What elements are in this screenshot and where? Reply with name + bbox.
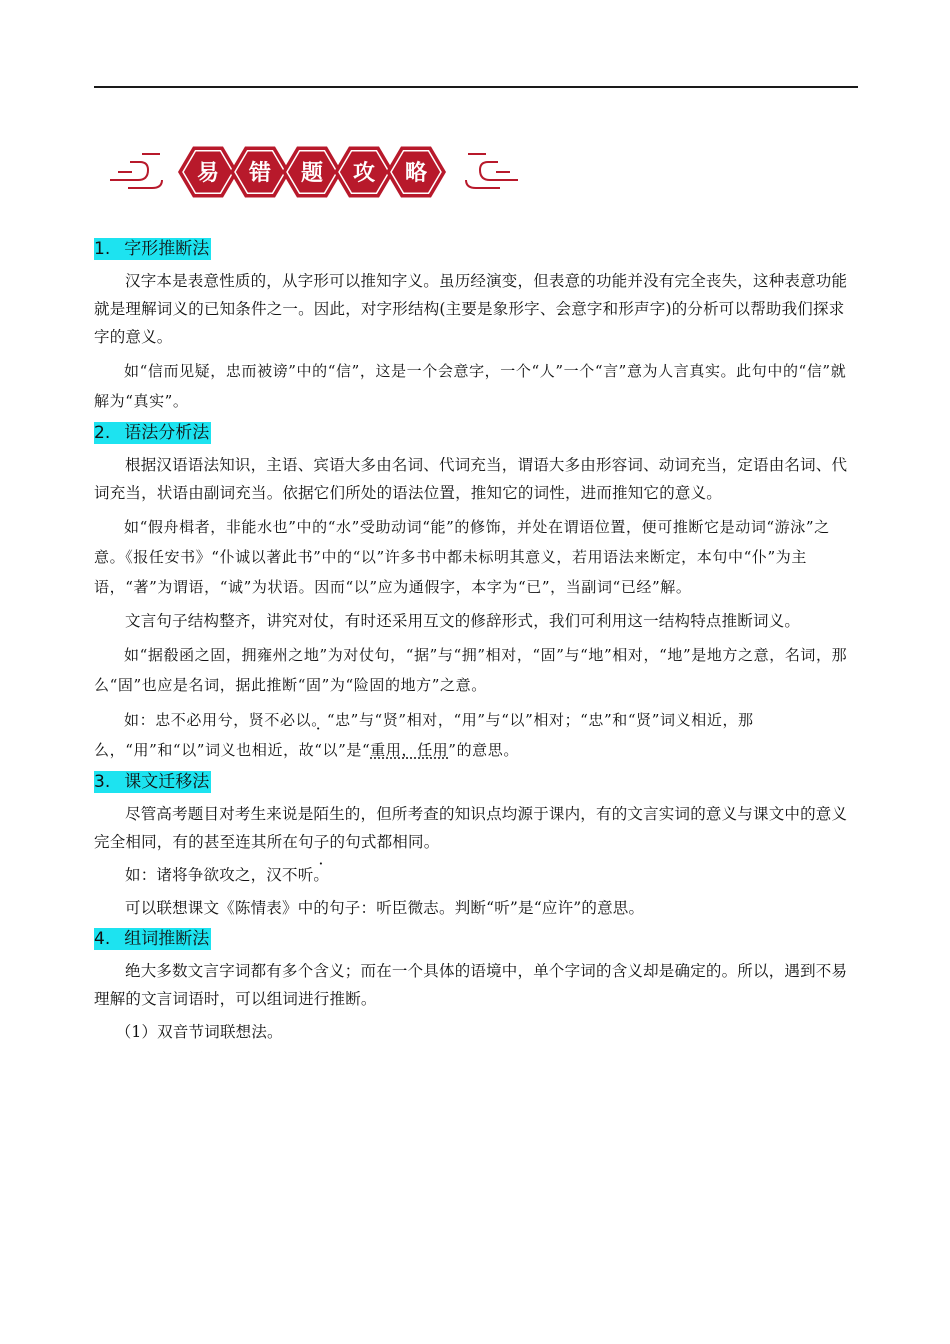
banner-char: 易	[196, 161, 220, 186]
section-heading	[94, 238, 211, 260]
section-title: 课文迁移法	[124, 772, 210, 792]
section-heading	[94, 928, 211, 950]
section-number: 4.	[94, 929, 111, 949]
text-run: 如：忠不必用兮，贤不必	[124, 711, 296, 729]
text-run: 。“忠”与“贤”相对，“用”与“以”相对；“忠”和“贤”词义相近，那么，“用”和“以”词义也相近，故“以”是“	[94, 711, 754, 759]
banner-char: 略	[404, 161, 428, 186]
section-4	[94, 922, 858, 1046]
text-run: ”的意思。	[448, 741, 519, 759]
emphasis-char: 听	[297, 866, 314, 884]
section-title: 组词推断法	[124, 929, 210, 949]
right-swirl-ornament	[466, 154, 518, 188]
paragraph: 可以联想课文《陈情表》中的句子：听臣微志。判断“听”是“应许”的意思。	[125, 899, 645, 917]
sub-heading: （1）双音节词联想法。	[115, 1023, 283, 1041]
section-1	[94, 232, 858, 416]
text-run: 。	[313, 866, 330, 884]
example-paragraph	[94, 861, 858, 889]
banner-char: 攻	[352, 161, 376, 186]
paragraph: 文言句子结构整齐，讲究对仗，有时还采用互文的修辞形式，我们可利用这一结构特点推断词义。	[125, 612, 801, 630]
paragraph: 尽管高考题目对考生来说是陌生的，但所考查的知识点均源于课内，有的文言实词的意义与课文中的意义完全相同，有的甚至连其所在句子的句式都相同。	[94, 805, 848, 851]
section-number: 1.	[94, 239, 111, 259]
paragraph: 绝大多数文言字词都有多个含义；而在一个具体的语境中，单个字词的含义却是确定的。所以，遇到不易理解的文言词语时，可以组词进行推断。	[94, 962, 848, 1008]
section-number: 3.	[94, 772, 111, 792]
left-swirl-ornament	[110, 154, 162, 188]
example-paragraph	[94, 705, 858, 765]
title-banner	[108, 140, 520, 206]
document-body	[94, 232, 858, 1046]
text-run: 如：诸将争欲攻之，汉不	[125, 866, 298, 884]
paragraph: 汉字本是表意性质的，从字形可以推知字义。虽历经演变，但表意的功能并没有完全丧失，这种表意功能就是理解词义的已知条件之一。因此，对字形结构(主要是象形字、会意字和形声字)的分析可以帮助我们探求字的意义。	[94, 272, 848, 346]
underlined-text: 重用，任用	[370, 741, 449, 759]
paragraph: 根据汉语语法知识，主语、宾语大多由名词、代词充当，谓语大多由形容词、动词充当，定语由名词、代词充当，状语由副词充当。依据它们所处的语法位置，推知它的词性，进而推知它的意义。	[94, 456, 848, 502]
section-3	[94, 765, 858, 922]
section-title: 字形推断法	[124, 239, 210, 259]
emphasis-char: 以	[295, 711, 312, 729]
example-paragraph: 如“假舟楫者，非能水也”中的“水”受助动词“能”的修饰，并处在谓语位置，便可推断它是动词“游泳”之意。《报任安书》“仆诚以著此书”中的“以”许多书中都未标明其意义，若用语法来断定，本句中“仆”为主语，“著”为谓语，“诚”为状语。因而“以”应为通假字，本字为“已”，当副词“已经”解。	[94, 518, 830, 596]
example-paragraph: 如“信而见疑，忠而被谤”中的“信”，这是一个会意字，一个“人”一个“言”意为人言真实。此句中的“信”就解为“真实”。	[94, 362, 847, 410]
example-paragraph: 如“据殽函之固，拥雍州之地”为对仗句，“据”与“拥”相对，“固”与“地”相对，“地”是地方之意，名词，那么“固”也应是名词，据此推断“固”为“险固的地方”之意。	[94, 646, 848, 694]
section-heading	[94, 771, 211, 793]
section-2	[94, 416, 858, 765]
banner-char: 题	[300, 161, 324, 186]
section-heading	[94, 422, 211, 444]
banner-char: 错	[248, 161, 272, 186]
header-rule	[94, 86, 858, 88]
section-number: 2.	[94, 423, 111, 443]
section-title: 语法分析法	[124, 423, 210, 443]
